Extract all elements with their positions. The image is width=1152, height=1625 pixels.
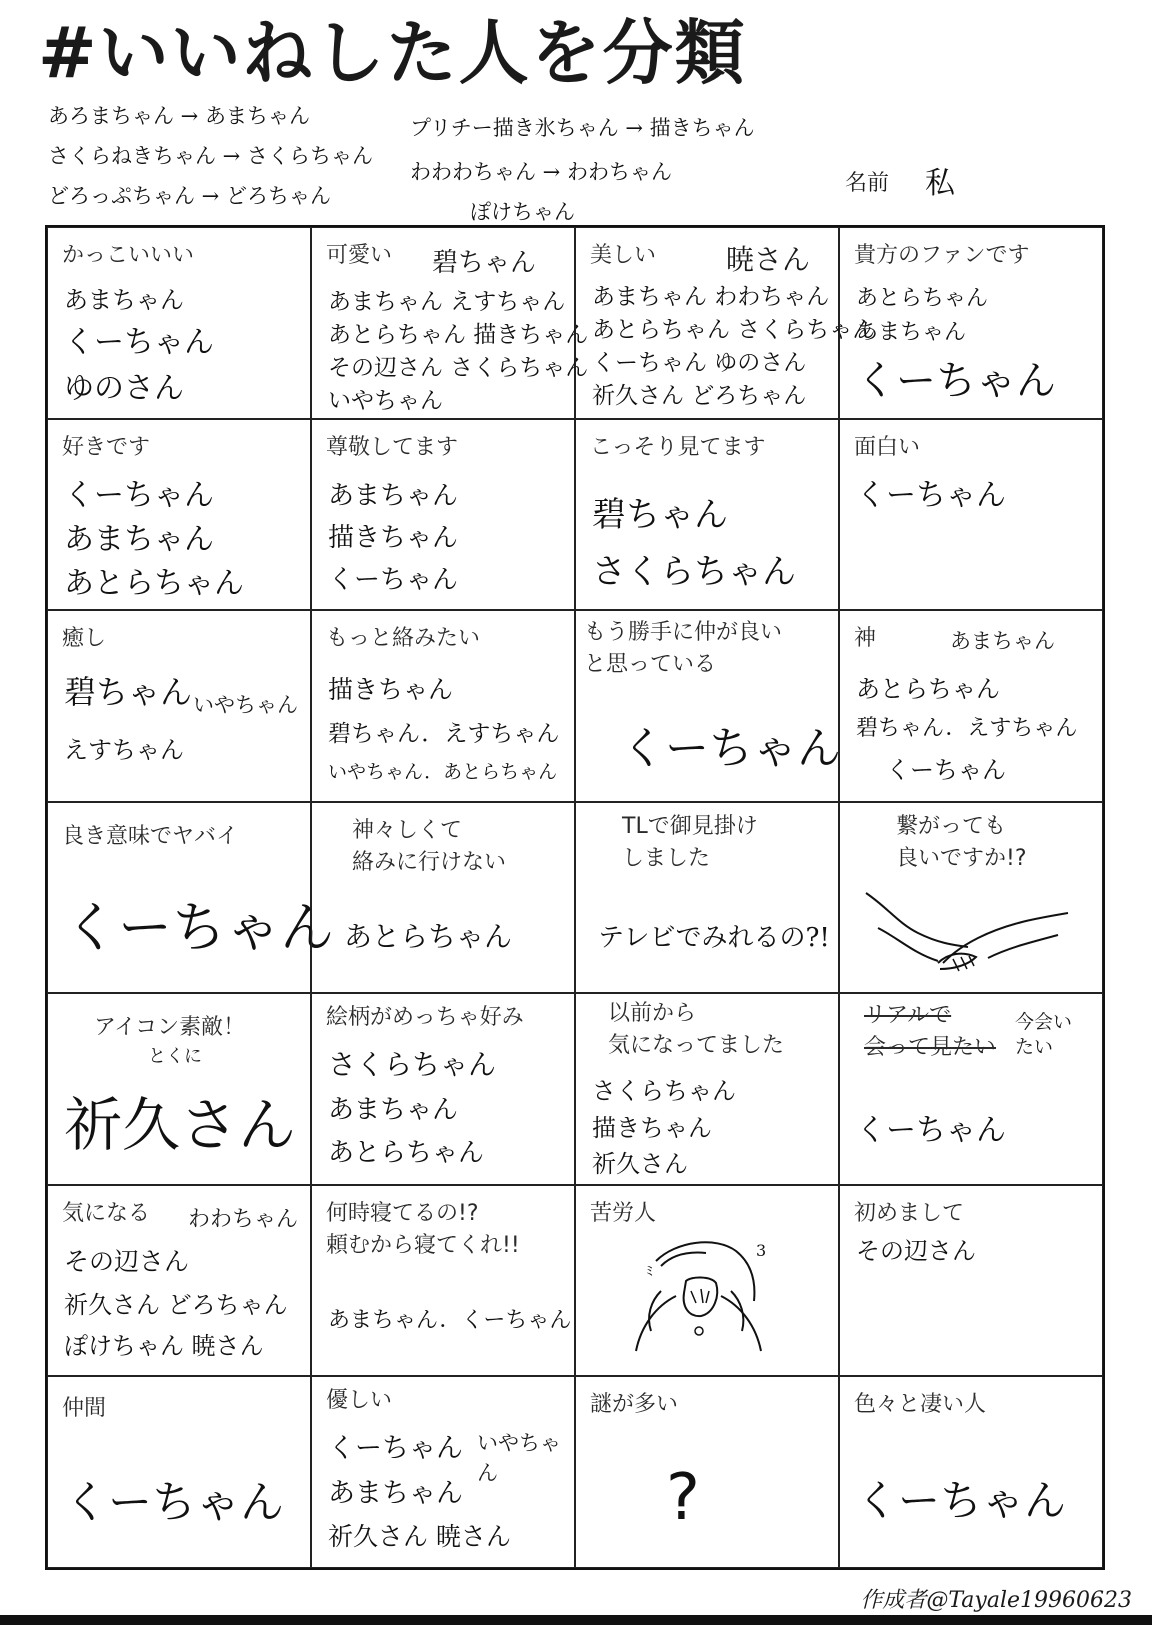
category-cell — [839, 610, 1103, 802]
category-cell — [311, 419, 575, 611]
category-title: 絵柄がめっちゃ好み — [326, 1005, 524, 1031]
category-cell — [839, 227, 1103, 419]
category-cell — [47, 419, 311, 611]
category-cell — [575, 227, 876, 419]
category-title: アイコン素敵！ — [94, 1015, 246, 1041]
handshake-drawing — [858, 883, 1078, 978]
name-entry: あまちゃん わわちゃん — [592, 284, 830, 310]
name-entry: ぽけちゃん 暁さん — [64, 1332, 264, 1361]
name-entry: その辺さん さくらちゃん — [328, 355, 589, 381]
category-cell — [839, 993, 1103, 1185]
category-cell — [47, 1376, 311, 1568]
alias-note: ぽけちゃん — [470, 200, 575, 224]
category-title: もう勝手に仲が良い と思っている — [584, 620, 783, 678]
name-entry: くーちゃん ゆのさん — [592, 350, 807, 376]
extra-name: 今会いたい — [1015, 1011, 1073, 1058]
name-entry: 碧ちゃん — [64, 673, 193, 712]
category-names — [328, 1036, 564, 1176]
name-entry: くーちゃん — [856, 477, 1006, 513]
category-title: 美しい — [590, 243, 657, 268]
name-entry: あまちゃん — [64, 521, 214, 557]
category-title: 神々しくて 絡みに行けない — [352, 817, 507, 875]
category-title: 苦労人 — [590, 1200, 657, 1226]
name-entry: あまちゃん — [328, 1095, 459, 1126]
category-names — [592, 480, 828, 602]
category-cell — [47, 1185, 311, 1377]
name-entry: あまちゃん — [856, 320, 967, 346]
name-entry: 祈久さん どろちゃん — [592, 383, 807, 409]
category-names — [666, 1437, 828, 1559]
name-value: 私 — [925, 166, 955, 201]
category-names — [328, 1270, 572, 1368]
name-entry: その辺さん — [64, 1247, 190, 1277]
category-cell — [839, 802, 1103, 994]
name-entry: あとらちゃん — [344, 920, 513, 954]
category-title: 以前から 気になってました — [608, 1001, 785, 1059]
name-entry: 碧ちゃん．えすちゃん — [328, 720, 560, 747]
name-entry: さくらちゃん — [592, 552, 796, 593]
name-entry: くーちゃん — [64, 325, 214, 361]
category-title: 謎が多い — [590, 1392, 679, 1418]
name-entry: くーちゃん — [64, 477, 214, 513]
name-entry: 碧ちゃん — [592, 495, 728, 536]
category-title: 尊敬してます — [326, 434, 459, 460]
category-title: 癒し — [62, 626, 107, 652]
category-names — [64, 651, 300, 781]
category-grid — [45, 225, 1105, 1570]
alias-note: あろまちゃん → あまちゃん — [48, 104, 310, 128]
name-entry: 祈久さん — [64, 1091, 297, 1160]
name-entry: あまちゃん．くーちゃん — [328, 1308, 572, 1334]
category-names — [856, 661, 1092, 793]
name-entry: くーちゃん — [64, 895, 334, 959]
name-entry: 描きちゃん — [592, 1113, 712, 1142]
category-names — [344, 887, 564, 985]
category-cell — [47, 993, 311, 1185]
category-title: 気になる — [62, 1200, 151, 1226]
category-names — [64, 863, 334, 985]
category-title: こっそり見てます — [590, 434, 766, 460]
alias-note: プリチー描き氷ちゃん → 描きちゃん — [410, 116, 755, 140]
category-names — [856, 1437, 1092, 1559]
name-entry: あとらちゃん さくらちゃん — [592, 317, 876, 343]
category-names — [856, 278, 1092, 410]
category-title: 貴方のファンです — [854, 243, 1030, 268]
category-cell — [311, 1185, 575, 1377]
hardworker-drawing — [616, 1221, 796, 1361]
extra-name: あまちゃん — [950, 629, 1055, 654]
category-names — [328, 470, 564, 602]
category-cell — [575, 419, 839, 611]
category-title: かっこいいい — [62, 243, 195, 268]
bottom-border — [0, 1615, 1152, 1625]
name-entry: 祈久さん どろちゃん — [64, 1290, 288, 1319]
category-names — [592, 278, 876, 410]
alias-note: どろっぷちゃん → どろちゃん — [48, 184, 331, 208]
alias-note: わわわちゃん → わわちゃん — [410, 160, 672, 184]
category-cell — [575, 1185, 839, 1377]
category-title: 初めまして — [854, 1200, 965, 1226]
name-entry: あとらちゃん — [856, 286, 989, 312]
name-entry: くーちゃん — [64, 1477, 284, 1529]
category-cell — [311, 1376, 575, 1568]
category-cell — [47, 610, 311, 802]
category-title: 優しい — [326, 1388, 393, 1414]
category-names — [592, 1070, 828, 1180]
name-entry: くーちゃん — [621, 722, 841, 774]
category-cell — [575, 993, 839, 1185]
category-title: TLで御見掛け しました — [622, 813, 758, 871]
category-cell — [839, 1185, 1103, 1377]
category-cell — [575, 802, 839, 994]
name-label: 名前 — [845, 171, 890, 196]
category-cell — [575, 1376, 839, 1568]
category-names — [328, 283, 589, 414]
category-names — [64, 1236, 300, 1368]
name-entry: あとらちゃん — [856, 674, 1000, 703]
name-entry: くーちゃん — [328, 1432, 463, 1464]
extra-name: いやちゃん — [193, 693, 298, 718]
name-entry: その辺さん — [856, 1236, 976, 1265]
category-cell — [311, 802, 575, 994]
category-cell — [47, 227, 311, 419]
category-names — [64, 1064, 300, 1176]
name-entry: あまちゃん — [328, 1478, 463, 1510]
name-entry: いやちゃん — [328, 388, 443, 414]
name-entry: くーちゃん — [328, 564, 459, 595]
category-names — [598, 887, 828, 985]
category-cell — [839, 419, 1103, 611]
name-entry: あまちゃん — [64, 286, 184, 315]
extra-name: 暁さん — [726, 243, 811, 276]
category-names — [856, 1231, 1092, 1266]
name-entry: あまちゃん えすちゃん — [328, 289, 566, 315]
category-names — [64, 1437, 300, 1559]
name-entry: あとらちゃん 描きちゃん — [328, 322, 589, 348]
name-entry: テレビでみれるの?! — [598, 922, 830, 953]
extra-name: とくに — [148, 1046, 202, 1068]
name-entry: 祈久さん — [592, 1149, 688, 1178]
alias-note: さくらねきちゃん → さくらちゃん — [48, 144, 373, 168]
category-names — [621, 695, 841, 793]
name-entry: くーちゃん — [856, 1113, 1006, 1149]
name-entry: えすちゃん — [64, 735, 184, 764]
name-entry: いやちゃん．あとらちゃん — [328, 760, 558, 783]
page-title: #いいねした人を分類 — [38, 12, 747, 94]
category-title: もっと絡みたい — [326, 626, 481, 652]
category-title: 面白い — [854, 434, 921, 460]
category-title: リアルで 会って見たい — [864, 1003, 997, 1061]
category-names — [64, 278, 300, 410]
name-entry: ? — [666, 1461, 700, 1536]
name-entry: さくらちゃん — [328, 1047, 497, 1081]
name-entry: くーちゃん — [856, 358, 1056, 405]
name-entry: あとらちゃん — [328, 1138, 485, 1169]
category-names — [328, 1419, 564, 1559]
extra-name: いやちゃん — [477, 1431, 561, 1486]
category-names — [64, 470, 300, 602]
svg-text:3: 3 — [756, 1240, 767, 1260]
category-cell — [47, 802, 334, 994]
extra-name: 碧ちゃん — [432, 248, 537, 278]
category-title: 良き意味でヤバイ — [62, 823, 239, 849]
name-entry: 碧ちゃん．えすちゃん — [856, 716, 1078, 742]
category-title: 仲間 — [62, 1396, 107, 1422]
category-cell — [575, 610, 839, 802]
category-cell — [839, 1376, 1103, 1568]
name-entry: 描きちゃん — [328, 675, 454, 705]
category-names — [856, 1078, 1092, 1176]
name-entry: くーちゃん — [886, 756, 1006, 785]
category-title: 可愛い — [326, 243, 393, 268]
category-names — [328, 661, 564, 793]
name-entry: さくらちゃん — [592, 1077, 736, 1106]
category-cell — [311, 610, 575, 802]
svg-text:ﾐ: ﾐ — [646, 1263, 653, 1280]
category-title: 神 — [854, 626, 877, 652]
name-entry: ゆのさん — [64, 371, 184, 407]
name-entry: あまちゃん — [328, 480, 459, 511]
category-title: 何時寝てるの!? 頼むから寝てくれ!! — [326, 1200, 520, 1258]
extra-name: わわちゃん — [188, 1206, 299, 1232]
category-names — [856, 470, 1092, 514]
name-entry: あとらちゃん — [64, 565, 244, 601]
category-title: 色々と凄い人 — [854, 1392, 987, 1418]
category-cell — [311, 993, 575, 1185]
name-entry: 描きちゃん — [328, 522, 459, 553]
category-title: 好きです — [62, 434, 151, 460]
category-cell — [311, 227, 589, 419]
category-title: 繋がっても 良いですか!? — [896, 813, 1027, 871]
name-entry: 祈久さん 暁さん — [328, 1521, 511, 1551]
author-credit: 作成者@Tayale19960623 — [860, 1588, 1132, 1613]
name-entry: くーちゃん — [856, 1476, 1067, 1526]
